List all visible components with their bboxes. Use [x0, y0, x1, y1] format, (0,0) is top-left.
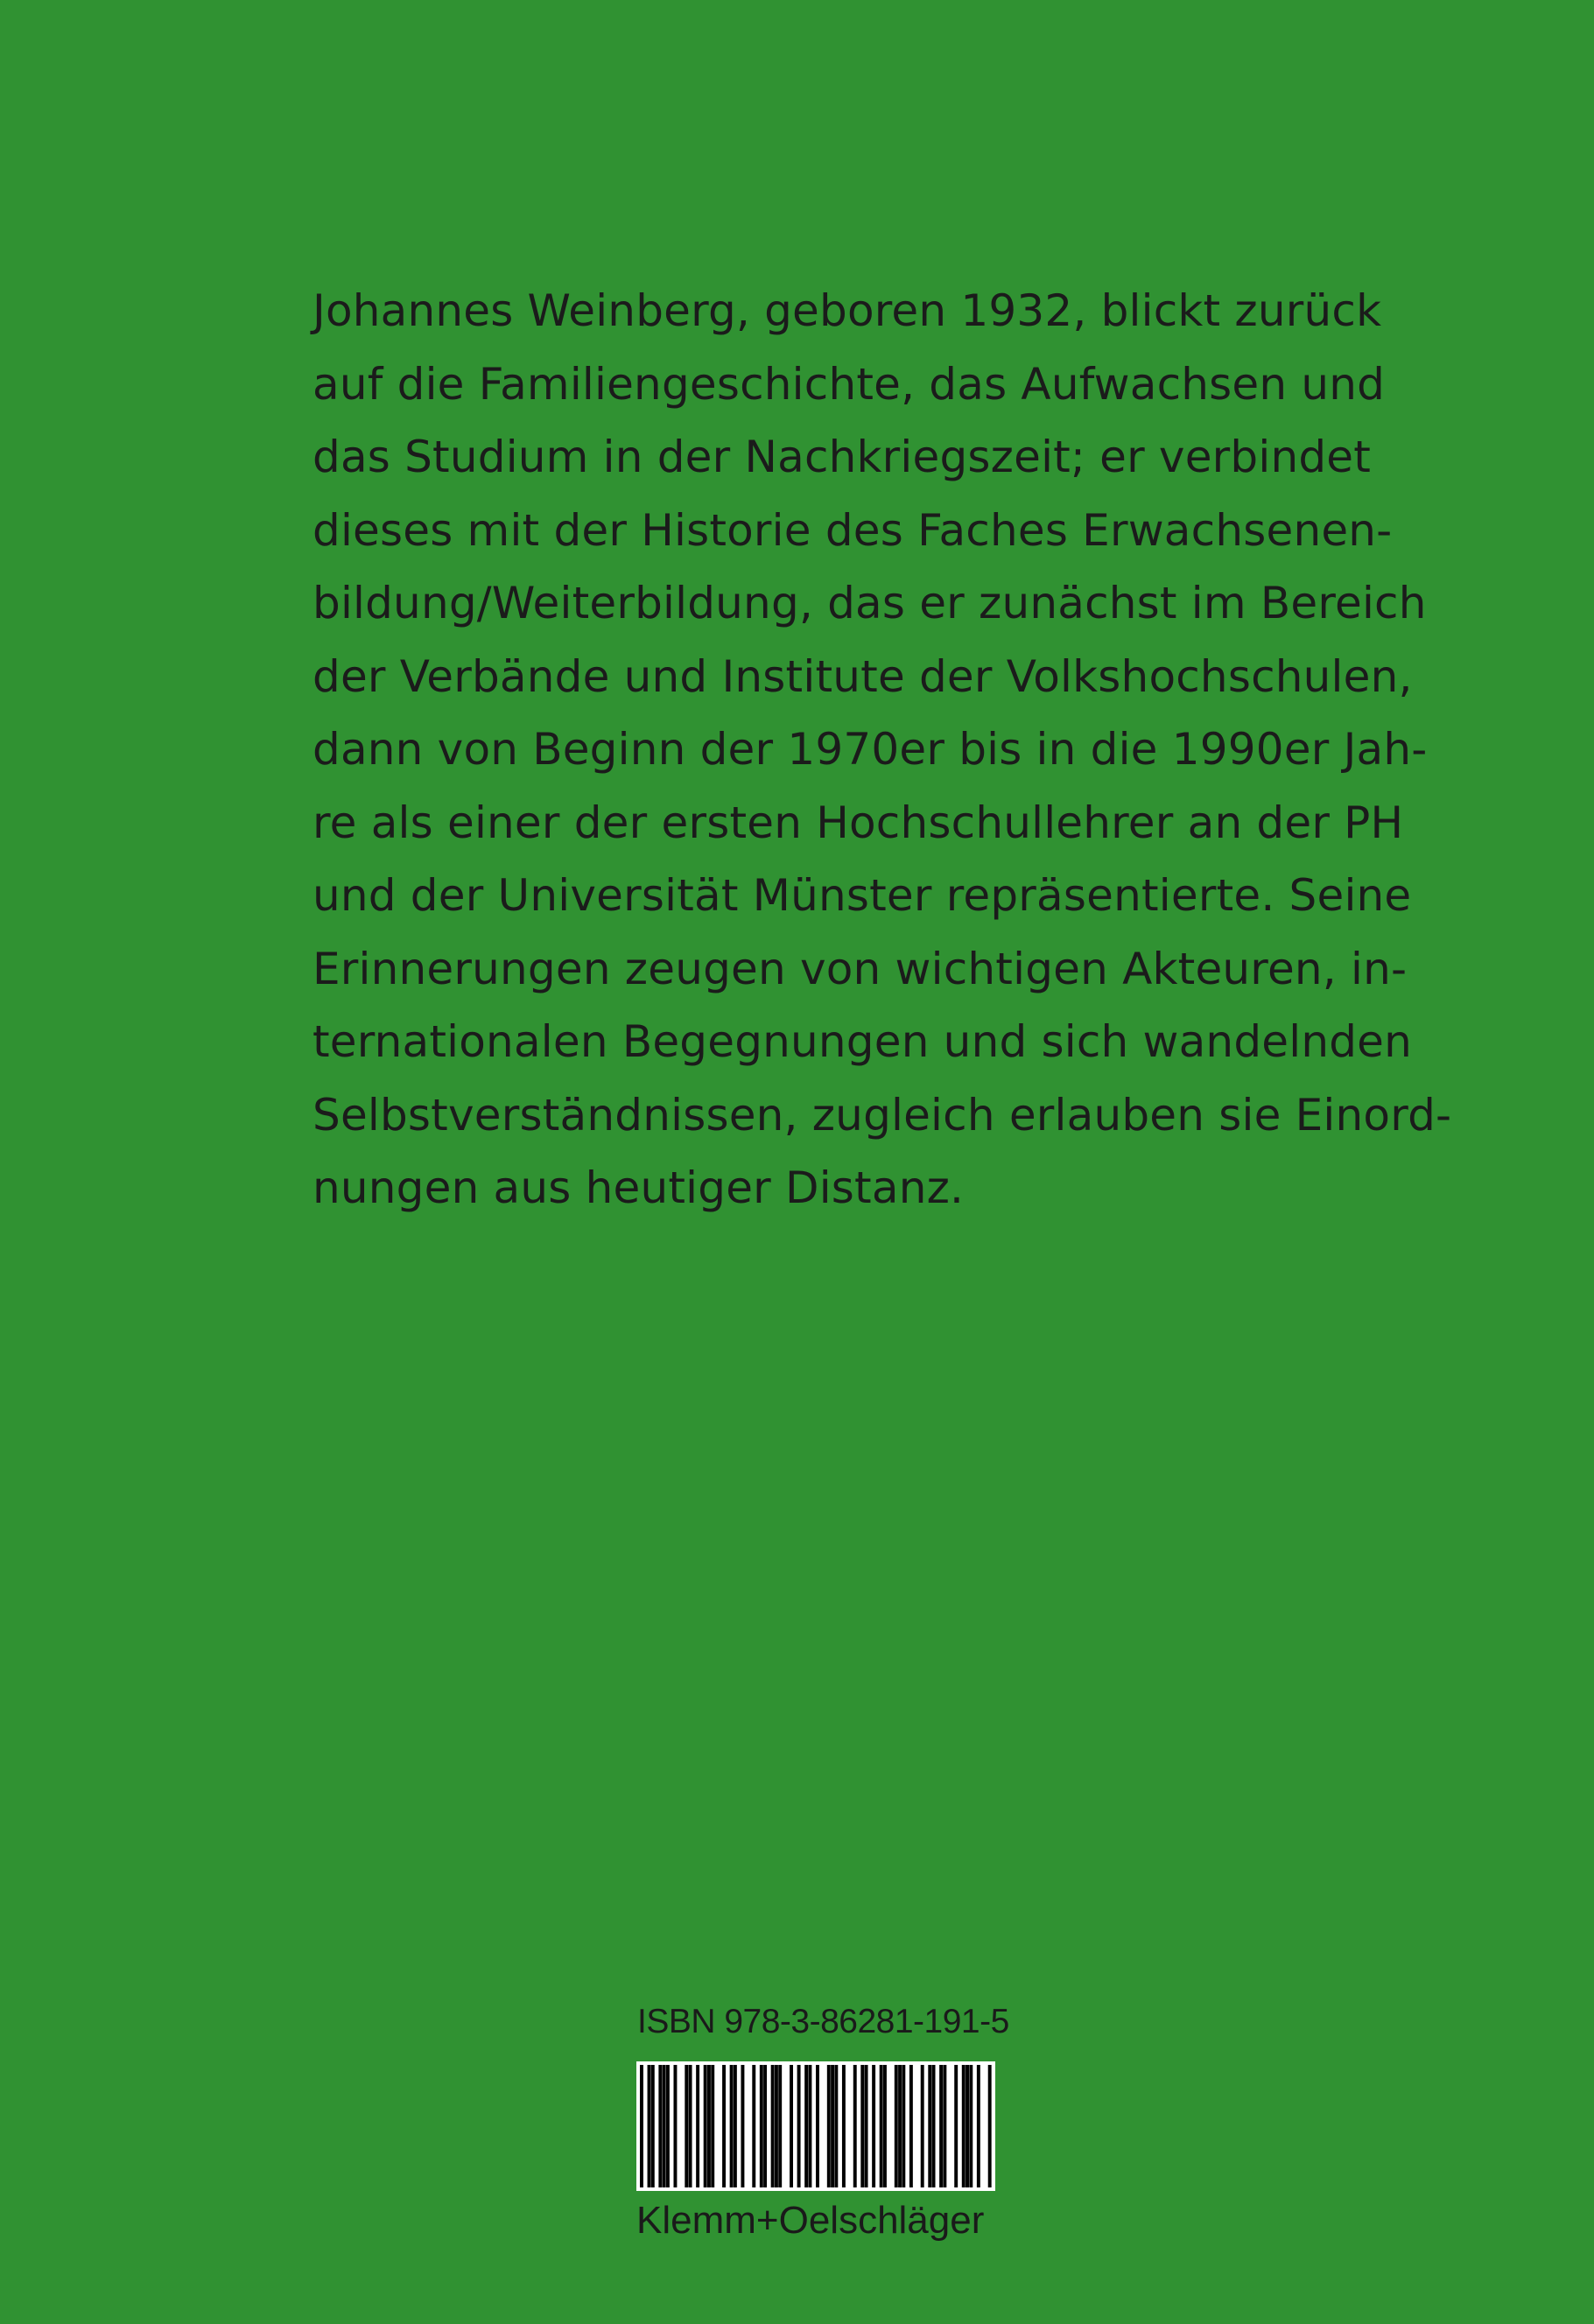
- barcode-bar: [778, 2065, 782, 2187]
- barcode-bar: [943, 2065, 946, 2187]
- barcode-bar: [730, 2065, 734, 2187]
- barcode-bar: [673, 2065, 677, 2187]
- barcode-bar: [666, 2065, 670, 2187]
- barcode-bar: [977, 2065, 980, 2187]
- barcode-bar: [640, 2065, 643, 2187]
- blurb-line: Selbstverständnissen, zugleich erlauben sie Einord-: [312, 1089, 1452, 1141]
- blurb-line: Johannes Weinberg, geboren 1932, blickt zurück: [312, 285, 1382, 336]
- barcode: [636, 2061, 995, 2191]
- blurb-text: [312, 275, 1452, 1225]
- barcode-bar: [969, 2065, 973, 2187]
- barcode-bar: [696, 2065, 699, 2187]
- barcode-bar: [895, 2065, 898, 2187]
- blurb-line: Erinnerungen zeugen von wichtigen Akteuren, in-: [312, 943, 1408, 994]
- barcode-bar: [658, 2065, 662, 2187]
- barcode-bar: [707, 2065, 711, 2187]
- barcode-bar: [704, 2065, 707, 2187]
- blurb-line: der Verbände und Institute der Volkshochschulen,: [312, 650, 1413, 702]
- barcode-bar: [928, 2065, 931, 2187]
- barcode-bar: [771, 2065, 775, 2187]
- barcode-bar: [921, 2065, 924, 2187]
- barcode-bar: [966, 2065, 969, 2187]
- barcode-bar: [689, 2065, 692, 2187]
- barcode-bar: [860, 2065, 864, 2187]
- isbn-number: ISBN 978-3-86281-191-5: [637, 2003, 1009, 2040]
- barcode-bar: [842, 2065, 846, 2187]
- barcode-bar: [752, 2065, 755, 2187]
- barcode-bar: [797, 2065, 801, 2187]
- barcode-bar: [763, 2065, 767, 2187]
- barcode-bar: [760, 2065, 763, 2187]
- barcode-bar: [648, 2065, 651, 2187]
- barcode-bar: [808, 2065, 811, 2187]
- barcode-bar: [651, 2065, 655, 2187]
- blurb-line: dann von Beginn der 1970er bis in die 1990er Jah-: [312, 724, 1428, 775]
- barcode-bar: [663, 2065, 666, 2187]
- barcode-bar: [880, 2065, 883, 2187]
- publisher-name: Klemm+Oelschläger: [636, 2199, 985, 2242]
- barcode-bar: [790, 2065, 793, 2187]
- barcode-bar: [834, 2065, 838, 2187]
- barcode-bar: [734, 2065, 737, 2187]
- barcode-bar: [909, 2065, 913, 2187]
- barcode-bar: [741, 2065, 744, 2187]
- barcode-graphic: [636, 2061, 995, 2191]
- blurb-line: dieses mit der Historie des Faches Erwachsenen-: [312, 504, 1393, 556]
- barcode-bar: [775, 2065, 778, 2187]
- blurb-line: ternationalen Begegnungen und sich wandelnden: [312, 1016, 1412, 1067]
- barcode-bar: [883, 2065, 887, 2187]
- barcode-bar: [954, 2065, 958, 2187]
- barcode-bar: [816, 2065, 819, 2187]
- barcode-bar: [827, 2065, 831, 2187]
- barcode-bar: [853, 2065, 857, 2187]
- barcode-bar: [865, 2065, 868, 2187]
- barcode-bar: [804, 2065, 808, 2187]
- barcode-bar: [988, 2065, 992, 2187]
- barcode-bar: [722, 2065, 726, 2187]
- barcode-bar: [932, 2065, 936, 2187]
- blurb-line: re als einer der ersten Hochschullehrer an der PH: [312, 797, 1404, 848]
- barcode-bar: [962, 2065, 966, 2187]
- blurb-line: und der Universität Münster repräsentierte. Seine: [312, 870, 1412, 921]
- blurb-line: bildung/Weiterbildung, das er zunächst im Bereich: [312, 578, 1427, 628]
- barcode-bar: [711, 2065, 714, 2187]
- barcode-bar: [831, 2065, 834, 2187]
- blurb-line: auf die Familiengeschichte, das Aufwachsen und: [312, 358, 1386, 410]
- blurb-line: nungen aus heutiger Distanz.: [312, 1162, 965, 1213]
- barcode-bar: [685, 2065, 688, 2187]
- barcode-bar: [939, 2065, 943, 2187]
- barcode-bar: [898, 2065, 902, 2187]
- barcode-bar: [872, 2065, 875, 2187]
- blurb-line: das Studium in der Nachkriegszeit; er verbindet: [312, 432, 1372, 482]
- barcode-bar: [902, 2065, 905, 2187]
